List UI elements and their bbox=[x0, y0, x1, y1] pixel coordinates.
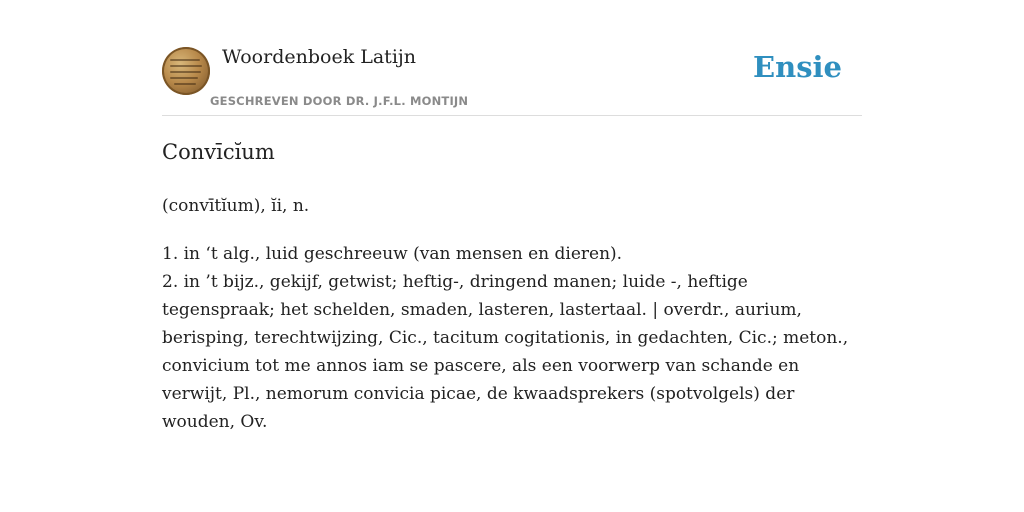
entry-definition bbox=[162, 240, 862, 436]
entry-grammar: (convītĭum), ĭi, n. bbox=[162, 196, 310, 216]
sense-2: 2. in ’t bijz., gekijf, getwist; heftig-, dringend manen; luide -, heftige tegenspraak; het schelden, smaden, lasteren, lastertaal. | overdr., aurium, berisping, terechtwijzing, Cic., tacitum cogitationis, in gedachten, Cic.; meton., convicium tot me annos iam se pascere, als een voorwerp van schande en verwijt, Pl., nemorum convicia picae, de kwaadsprekers (spotvolgels) der wouden, Ov. bbox=[162, 272, 849, 432]
coin-inscription-line bbox=[174, 83, 196, 85]
coin-inscription-line bbox=[170, 77, 198, 79]
site-title-link[interactable]: Woordenboek Latijn bbox=[222, 46, 417, 68]
coin-inscription-line bbox=[170, 71, 201, 73]
brand-logo-link[interactable]: Ensie bbox=[753, 50, 842, 84]
header bbox=[162, 0, 862, 116]
author-byline: GESCHREVEN DOOR DR. J.F.L. MONTIJN bbox=[210, 94, 469, 108]
coin-inscription-line bbox=[170, 65, 202, 67]
roman-coin-logo-icon[interactable] bbox=[162, 47, 210, 95]
coin-inscription-line bbox=[170, 59, 200, 61]
page bbox=[162, 0, 862, 432]
sense-1: 1. in ‘t alg., luid geschreeuw (van mensen en dieren). bbox=[162, 244, 623, 264]
entry-title: Convīcĭum bbox=[162, 140, 275, 164]
